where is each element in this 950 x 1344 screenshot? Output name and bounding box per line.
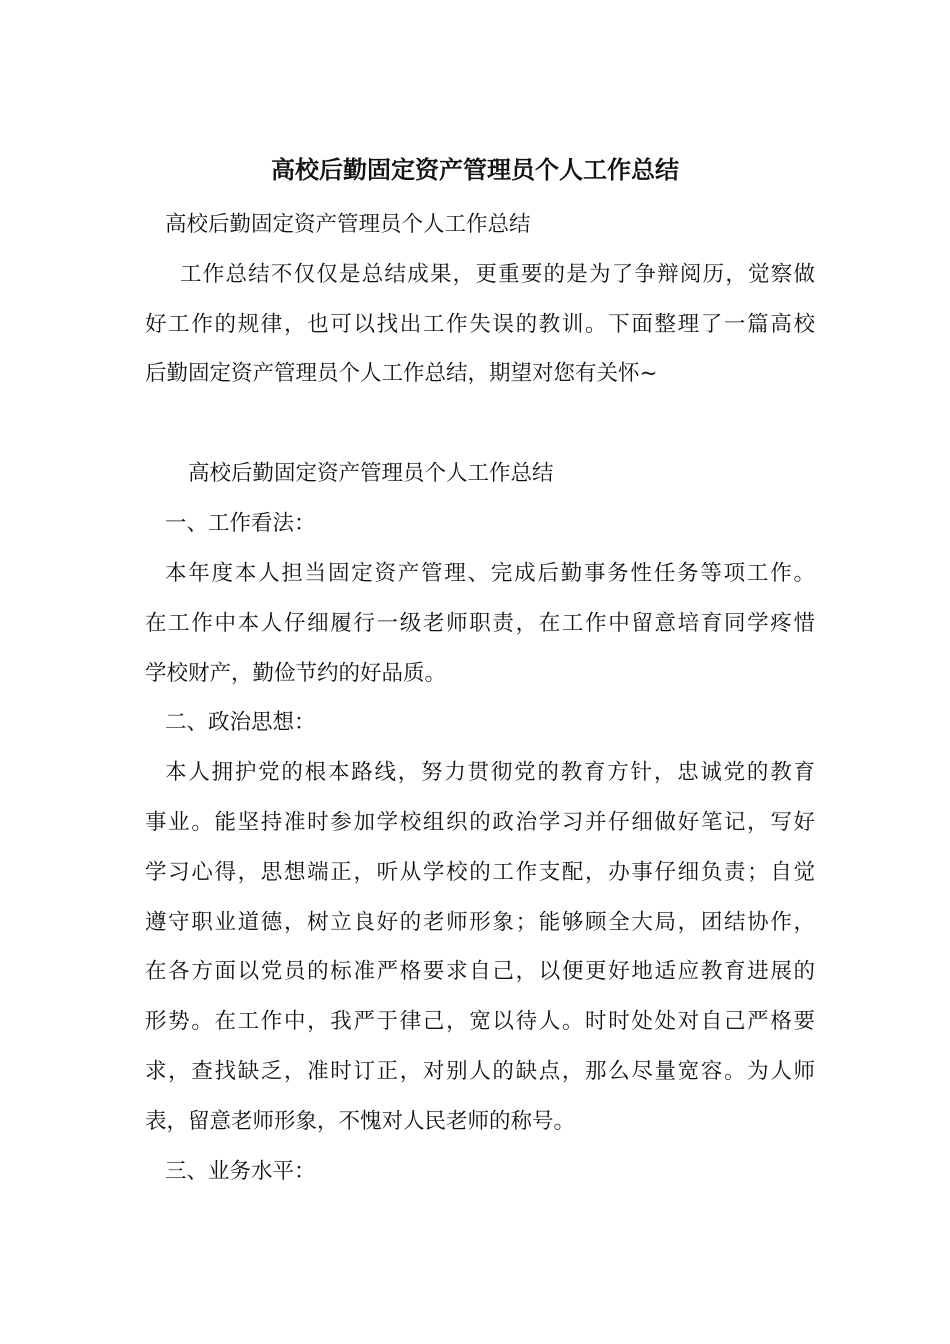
intro-line-2: 好工作的规律，也可以找出工作失误的教训。下面整理了一篇高校 [145,312,815,337]
para2-line-6: 形势。在工作中，我严于律己，宽以待人。时时处处对自己严格要 [145,1009,815,1034]
para2-line-2: 事业。能坚持准时参加学校组织的政治学习并仔细做好笔记，写好 [145,810,815,835]
intro-line-1: 工作总结不仅仅是总结成果，更重要的是为了争辩阅历，觉察做 [180,262,815,287]
heading-professional-level: 三、业务水平： [165,1159,316,1184]
heading-work-attitude: 一、工作看法： [165,511,316,536]
section-heading: 高校后勤固定资产管理员个人工作总结 [188,461,554,486]
para2-line-4: 遵守职业道德，树立良好的老师形象；能够顾全大局，团结协作， [145,910,815,935]
document-title: 高校后勤固定资产管理员个人工作总结 [271,155,679,184]
para2-line-8: 表，留意老师形象，不愧对人民老师的称号。 [145,1109,576,1134]
subtitle-line: 高校后勤固定资产管理员个人工作总结 [165,212,531,237]
intro-line-3: 后勤固定资产管理员个人工作总结，期望对您有关怀~ [145,361,658,386]
para2-line-3: 学习心得，思想端正，听从学校的工作支配，办事仔细负责；自觉 [145,860,815,885]
para2-line-5: 在各方面以党员的标准严格要求自己，以便更好地适应教育进展的 [145,959,815,984]
para1-line-1: 本年度本人担当固定资产管理、完成后勤事务性任务等项工作。 [165,561,815,586]
para1-line-2: 在工作中本人仔细履行一级老师职责，在工作中留意培育同学疼惜 [145,611,815,636]
heading-political-thought: 二、政治思想： [165,710,316,735]
para1-line-3: 学校财产，勤俭节约的好品质。 [145,661,447,686]
para2-line-7: 求，查找缺乏，准时订正，对别人的缺点，那么尽量宽容。为人师 [145,1059,815,1084]
para2-line-1: 本人拥护党的根本路线，努力贯彻党的教育方针，忠诚党的教育 [165,760,815,785]
